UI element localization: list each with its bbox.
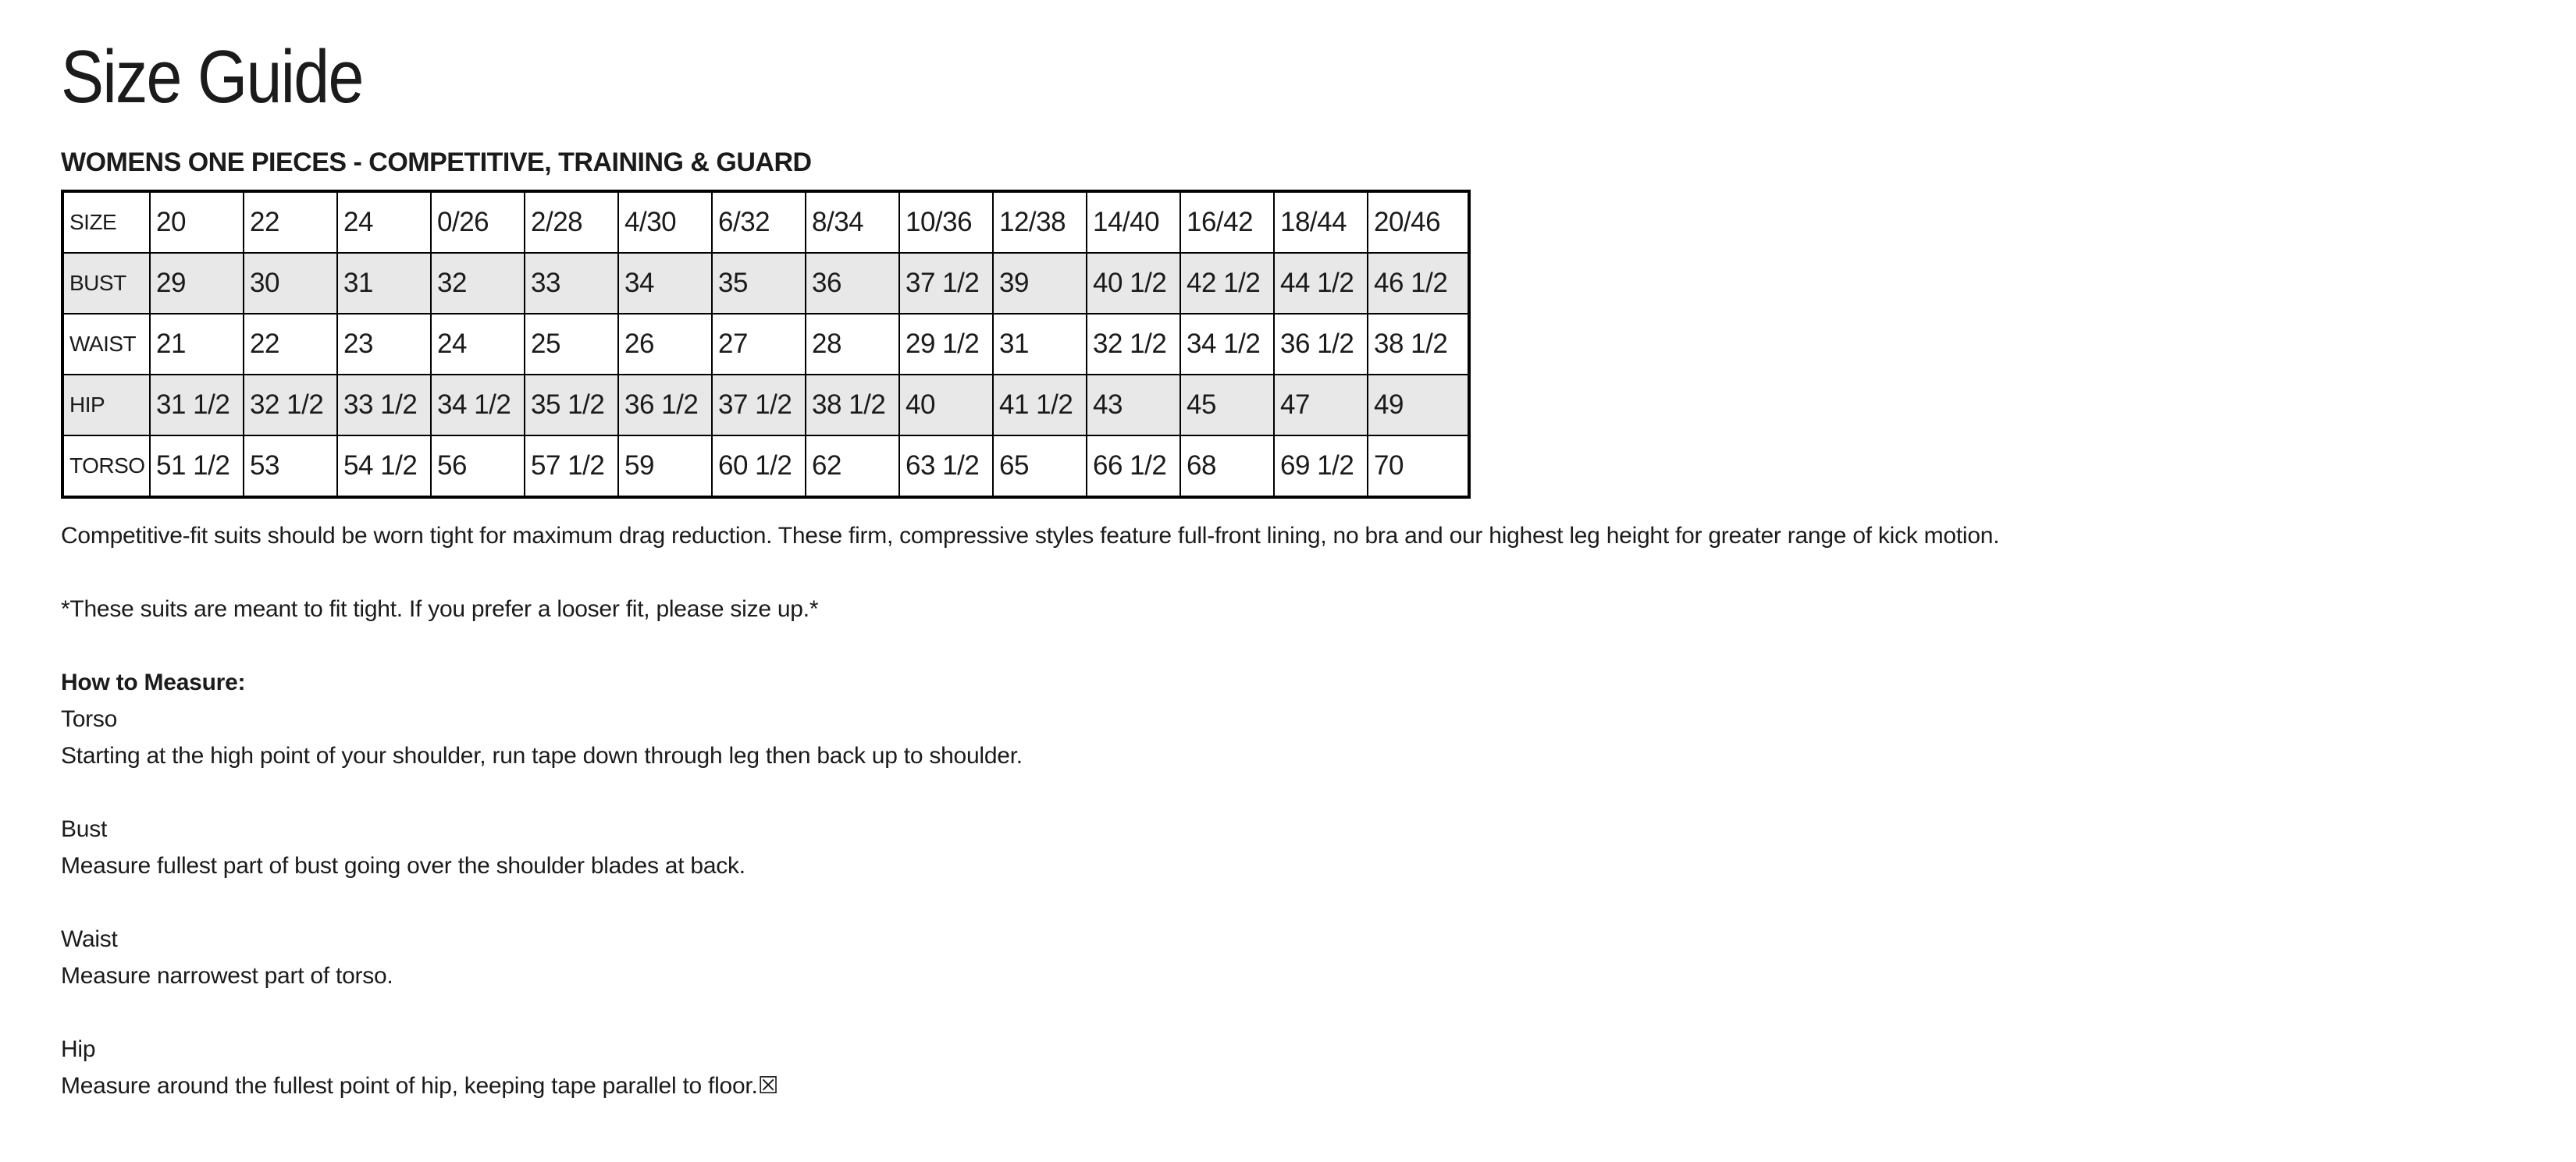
size-cell: 32 <box>431 253 525 314</box>
size-cell: 62 <box>806 435 899 497</box>
size-cell: 8/34 <box>806 191 899 253</box>
measure-instruction: Starting at the high point of your shoulder, run tape down through leg then back up to shoulder. <box>61 743 1023 769</box>
size-cell: 30 <box>244 253 337 314</box>
measure-instruction: Measure narrowest part of torso. <box>61 963 393 989</box>
table-row-bust <box>62 253 1469 314</box>
size-cell: 59 <box>618 435 712 497</box>
size-cell: 29 <box>150 253 244 314</box>
size-cell: 10/36 <box>899 191 993 253</box>
size-cell: 32 1/2 <box>1087 314 1180 375</box>
size-cell: 41 1/2 <box>993 375 1087 435</box>
size-cell: 28 <box>806 314 899 375</box>
measure-name: Torso <box>61 706 118 732</box>
measure-instruction: Measure fullest part of bust going over the shoulder blades at back. <box>61 853 745 879</box>
size-table <box>61 190 1471 499</box>
table-row-waist <box>62 314 1469 375</box>
size-cell: 29 1/2 <box>899 314 993 375</box>
size-cell: 37 1/2 <box>899 253 993 314</box>
size-cell: 25 <box>525 314 618 375</box>
size-cell: 40 1/2 <box>1087 253 1180 314</box>
size-cell: 24 <box>431 314 525 375</box>
row-label-waist: WAIST <box>62 314 150 375</box>
page-title: Size Guide <box>61 35 363 119</box>
size-cell: 65 <box>993 435 1087 497</box>
size-cell: 45 <box>1180 375 1274 435</box>
size-cell: 20 <box>150 191 244 253</box>
size-cell: 31 <box>993 314 1087 375</box>
size-cell: 43 <box>1087 375 1180 435</box>
size-cell: 31 1/2 <box>150 375 244 435</box>
size-cell: 2/28 <box>525 191 618 253</box>
size-cell: 34 1/2 <box>1180 314 1274 375</box>
size-cell: 34 <box>618 253 712 314</box>
how-to-measure-heading: How to Measure: <box>61 670 246 695</box>
size-cell: 23 <box>337 314 431 375</box>
size-cell: 12/38 <box>993 191 1087 253</box>
row-label-size: SIZE <box>62 191 150 253</box>
size-table-body <box>62 191 1469 497</box>
size-up-note-text: *These suits are meant to fit tight. If you prefer a looser fit, please size up.* <box>61 596 819 622</box>
size-cell: 22 <box>244 191 337 253</box>
size-cell: 44 1/2 <box>1274 253 1368 314</box>
size-cell: 54 1/2 <box>337 435 431 497</box>
size-cell: 14/40 <box>1087 191 1180 253</box>
measure-name: Bust <box>61 816 108 842</box>
size-cell: 36 1/2 <box>618 375 712 435</box>
measure-list <box>61 701 2553 1104</box>
size-cell: 35 <box>712 253 806 314</box>
size-cell: 36 1/2 <box>1274 314 1368 375</box>
size-cell: 37 1/2 <box>712 375 806 435</box>
measure-item-hip <box>61 1031 2553 1104</box>
table-row-torso <box>62 435 1469 497</box>
measure-item-bust <box>61 811 2553 884</box>
size-cell: 39 <box>993 253 1087 314</box>
size-cell: 22 <box>244 314 337 375</box>
size-cell: 36 <box>806 253 899 314</box>
measure-item-torso <box>61 701 2553 774</box>
size-cell: 27 <box>712 314 806 375</box>
measure-item-waist <box>61 921 2553 994</box>
size-cell: 69 1/2 <box>1274 435 1368 497</box>
size-cell: 60 1/2 <box>712 435 806 497</box>
size-cell: 18/44 <box>1274 191 1368 253</box>
measure-instruction: Measure around the fullest point of hip, keeping tape parallel to floor.☒ <box>61 1073 779 1099</box>
size-cell: 6/32 <box>712 191 806 253</box>
size-cell: 38 1/2 <box>1368 314 1469 375</box>
size-cell: 63 1/2 <box>899 435 993 497</box>
size-cell: 57 1/2 <box>525 435 618 497</box>
size-cell: 34 1/2 <box>431 375 525 435</box>
size-cell: 32 1/2 <box>244 375 337 435</box>
size-cell: 20/46 <box>1368 191 1469 253</box>
size-cell: 16/42 <box>1180 191 1274 253</box>
size-cell: 66 1/2 <box>1087 435 1180 497</box>
section-heading: WOMENS ONE PIECES - COMPETITIVE, TRAINING & GUARD <box>61 147 812 177</box>
row-label-hip: HIP <box>62 375 150 435</box>
table-row-size <box>62 191 1469 253</box>
size-cell: 70 <box>1368 435 1469 497</box>
size-cell: 4/30 <box>618 191 712 253</box>
size-cell: 38 1/2 <box>806 375 899 435</box>
size-cell: 40 <box>899 375 993 435</box>
fit-description-text: Competitive-fit suits should be worn tight for maximum drag reduction. These firm, compressive styles feature full-front lining, no bra and our highest leg height for greater range of kick motion. <box>61 523 2000 549</box>
size-cell: 49 <box>1368 375 1469 435</box>
size-cell: 24 <box>337 191 431 253</box>
size-cell: 35 1/2 <box>525 375 618 435</box>
size-cell: 21 <box>150 314 244 375</box>
size-cell: 42 1/2 <box>1180 253 1274 314</box>
size-cell: 47 <box>1274 375 1368 435</box>
measure-name: Hip <box>61 1036 96 1062</box>
size-cell: 68 <box>1180 435 1274 497</box>
row-label-bust: BUST <box>62 253 150 314</box>
size-cell: 33 1/2 <box>337 375 431 435</box>
size-cell: 51 1/2 <box>150 435 244 497</box>
row-label-torso: TORSO <box>62 435 150 497</box>
size-cell: 46 1/2 <box>1368 253 1469 314</box>
size-cell: 33 <box>525 253 618 314</box>
measure-name: Waist <box>61 926 118 952</box>
size-cell: 26 <box>618 314 712 375</box>
table-row-hip <box>62 375 1469 435</box>
size-cell: 0/26 <box>431 191 525 253</box>
size-cell: 31 <box>337 253 431 314</box>
size-cell: 56 <box>431 435 525 497</box>
size-cell: 53 <box>244 435 337 497</box>
